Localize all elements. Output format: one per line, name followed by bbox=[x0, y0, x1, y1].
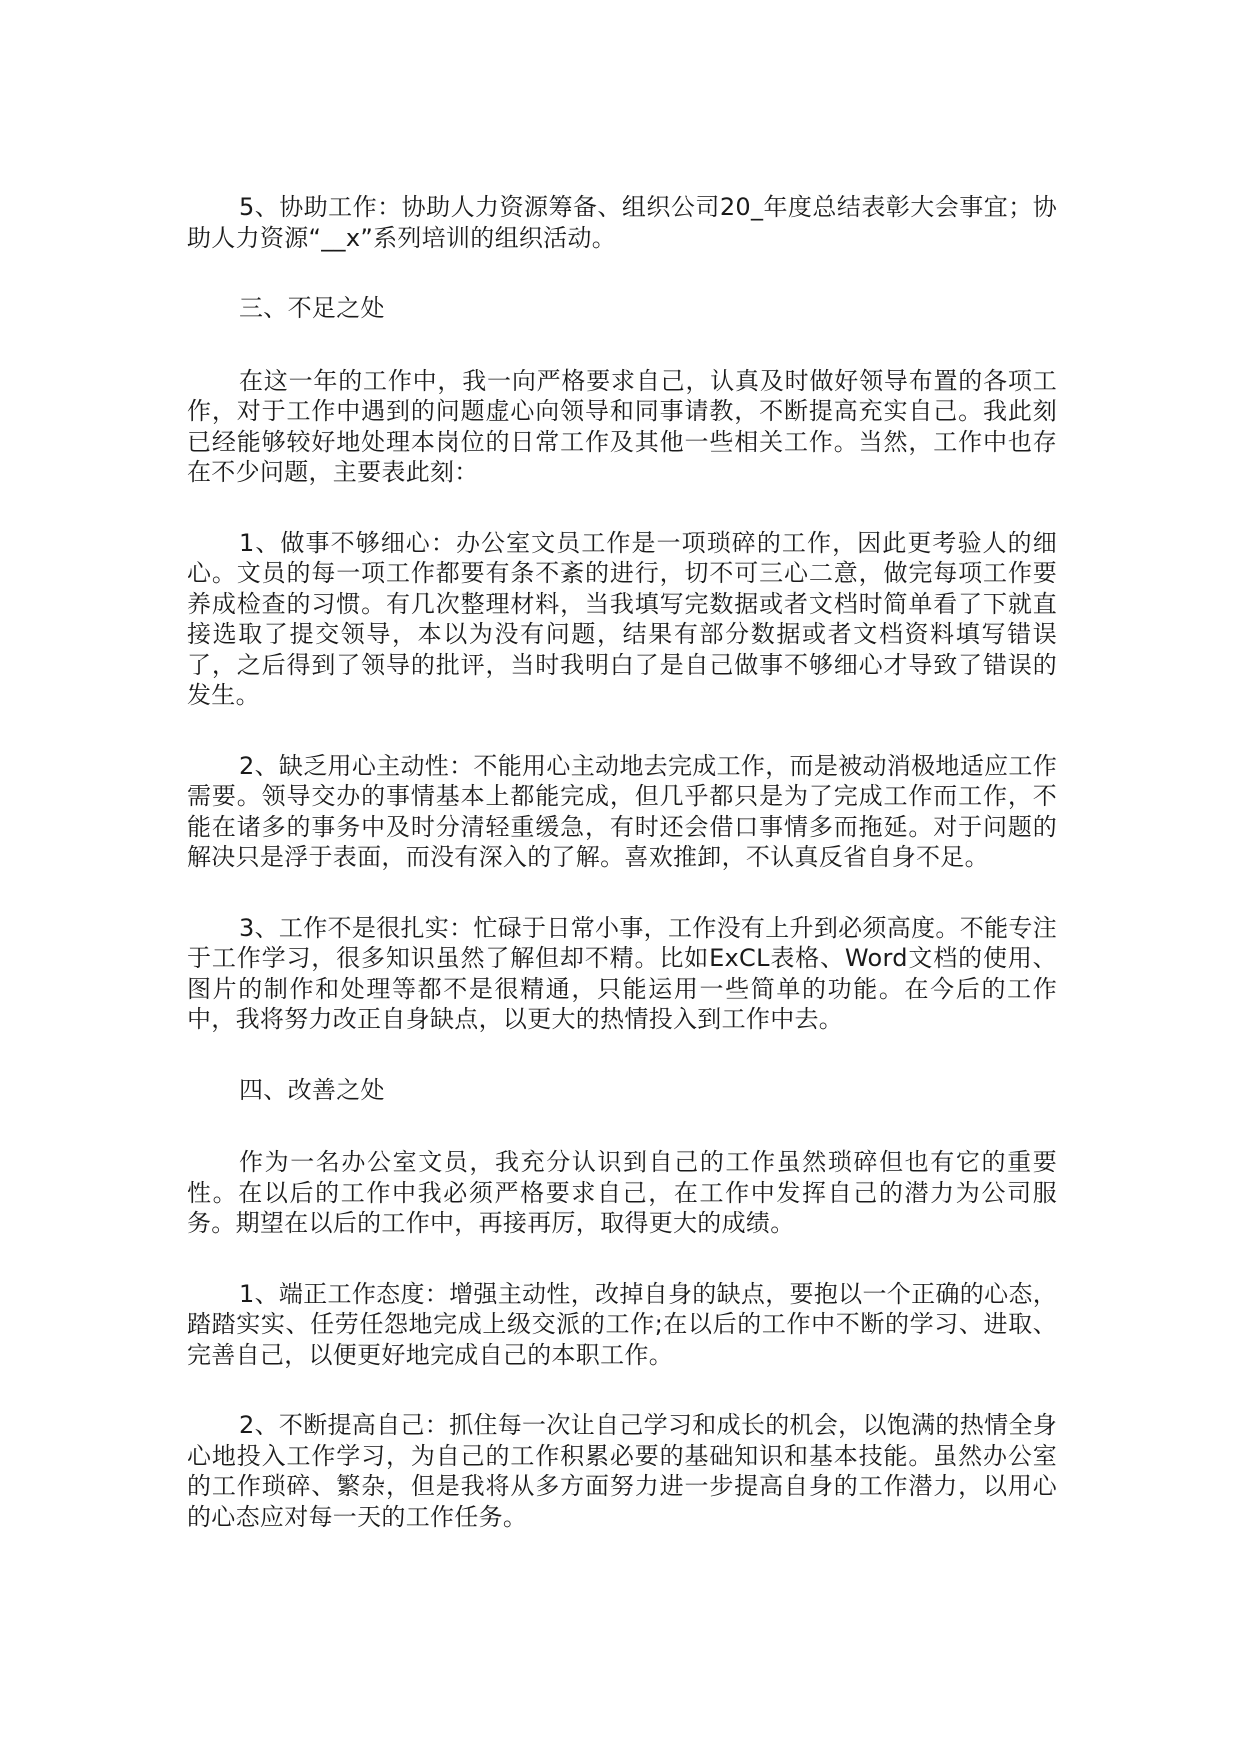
paragraph-not-solid: 3、工作不是很扎实：忙碌于日常小事，工作没有上升到必须高度。不能专注于工作学习，很多知识虽然了解但却不精。比如ExCL表格、Word文档的使用、图片的制作和处理等都不是很精通，只能运用一些简单的功能。在今后的工作中，我将努力改正自身缺点，以更大的热情投入到工作中去。 bbox=[187, 913, 1057, 1033]
paragraph-self-improvement: 2、不断提高自己：抓住每一次让自己学习和成长的机会，以饱满的热情全身心地投入工作学习，为自己的工作积累必要的基础知识和基本技能。虽然办公室的工作琐碎、繁杂，但是我将从多方面努力进一步提高自身的工作潜力，以用心的心态应对每一天的工作任务。 bbox=[187, 1411, 1057, 1531]
paragraph-not-careful: 1、做事不够细心：办公室文员工作是一项琐碎的工作，因此更考验人的细心。文员的每一项工作都要有条不紊的进行，切不可三心二意，做完每项工作要养成检查的习惯。有几次整理材料，当我填写完数据或者文档时简单看了下就直接选取了提交领导，本以为没有问题，结果有部分数据或者文档资料填写错误了，之后得到了领导的批评，当时我明白了是自己做事不够细心才导致了错误的发生。 bbox=[187, 528, 1057, 709]
section-heading-improvements: 四、改善之处 bbox=[239, 1075, 385, 1104]
paragraph-shortcomings-intro: 在这一年的工作中，我一向严格要求自己，认真及时做好领导布置的各项工作，对于工作中遇到的问题虚心向领导和同事请教，不断提高充实自己。我此刻已经能够较好地处理本岗位的日常工作及其他一些相关工作。当然，工作中也存在不少问题，主要表此刻： bbox=[187, 366, 1057, 486]
paragraph-correct-attitude: 1、端正工作态度：增强主动性，改掉自身的缺点，要抱以一个正确的心态，踏踏实实、任劳任怨地完成上级交派的工作;在以后的工作中不断的学习、进取、完善自己，以便更好地完成自己的本职工作。 bbox=[187, 1279, 1057, 1369]
section-heading-shortcomings: 三、不足之处 bbox=[239, 294, 385, 322]
paragraph-improvements-intro: 作为一名办公室文员，我充分认识到自己的工作虽然琐碎但也有它的重要性。在以后的工作中我必须严格要求自己，在工作中发挥自己的潜力为公司服务。期望在以后的工作中，再接再厉，取得更大的成绩。 bbox=[187, 1148, 1057, 1237]
document-body bbox=[187, 192, 1057, 1572]
paragraph-lack-initiative: 2、缺乏用心主动性：不能用心主动地去完成工作，而是被动消极地适应工作需要。领导交办的事情基本上都能完成，但几乎都只是为了完成工作而工作，不能在诸多的事务中及时分清轻重缓急，有时还会借口事情多而拖延。对于问题的解决只是浮于表面，而没有深入的了解。喜欢推卸，不认真反省自身不足。 bbox=[187, 751, 1057, 871]
paragraph-assist-work: 5、协助工作：协助人力资源筹备、组织公司20_年度总结表彰大会事宜；协助人力资源“__x”系列培训的组织活动。 bbox=[187, 193, 1057, 252]
